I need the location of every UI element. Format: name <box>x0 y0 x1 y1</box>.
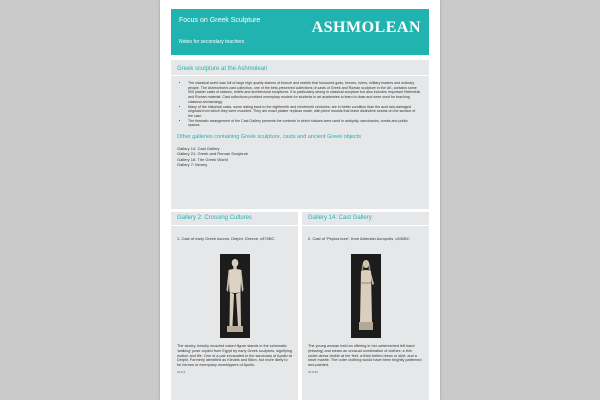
kore-image <box>302 254 429 338</box>
gallery-2-title: Gallery 2: Crossing Cultures <box>171 212 298 226</box>
gallery-14-title: Gallery 14: Cast Gallery <box>302 212 429 226</box>
document-title: Focus on Greek Sculpture <box>179 17 261 24</box>
intro-panel <box>171 60 429 209</box>
bullet-item: • The thematic arrangement of the Cast Gallery presents the contexts in which statues were used in antiquity; sanctuaries, tombs and public spaces. <box>188 119 421 128</box>
ashmolean-logo: ASHMOLEAN <box>311 19 421 36</box>
bullet-item: • Many of the historical casts, some dating back to the eighteenth and nineteenth centuries, are in better condition than the acid rain-damaged originals from which they were moulded. They are exact plaster replicas made, with piece moulds that leave distinctive seams on the surface of the cast. <box>188 105 421 119</box>
document-subtitle: Notes for secondary teachers <box>179 39 245 45</box>
gallery-item: Gallery 16: The Greek World <box>177 156 228 162</box>
gallery-2-panel <box>171 212 298 400</box>
kouros-code: C1.8.4 <box>177 369 186 374</box>
bullet-item: • The classical world was full of large high quality statues of bronze and marble that honoured gods, heroes, rulers, military leaders and ordinary people. The Ashmolean's cast collection, one of the best-preserved collections of casts of Greek and Roman sculpture in the UK, contains some 900 plaster casts of statues, reliefs and architectural sculptures. It is particularly strong in classical sculpture but also includes important Hellenistic and Roman material. Cast collections provided exemplary models for students in art academies to learn to draw and were used for teaching classical archaeology. <box>188 81 421 105</box>
gallery-item: Gallery 7: Money <box>177 162 208 168</box>
intro-bullets <box>171 81 429 128</box>
kouros-description: The stocky, heavily muscled naked figure stands in the schematic 'walking' pose copied from Egypt by early Greek sculptors, signifying motion and life. One of a pair excavated in the sanctuary of Apollo at Delphi. Formerly identified as Kleobis and Biton, but more likely to be heroes or exemplary worshippers of Apollo. <box>177 344 292 368</box>
header-banner <box>171 9 429 55</box>
other-galleries-title: Other galleries containing Greek sculpture, casts and ancient Greek objects <box>177 134 362 141</box>
gallery-14-panel <box>302 212 429 400</box>
gallery-list <box>171 146 429 168</box>
kore-description: The young woman held an offering in her outstretched left hand (missing) and wears an unusual combination of clothes: a thin under-dress visible at her feet, a thick belted dress or skirt, and a short mantle. The outer clothing would have been brightly patterned and painted. <box>308 344 422 368</box>
intro-title: Greek sculpture at the Ashmolean <box>171 63 429 76</box>
gallery-item: Gallery 14: Cast Gallery <box>177 146 220 152</box>
kore-caption: 2. Cast of 'Peplos kore', from Athenian Acropolis, c530BC <box>308 236 410 241</box>
document-page <box>160 0 440 400</box>
gallery-item: Gallery 21: Greek and Roman Sculpture <box>177 151 249 157</box>
kouros-image <box>171 254 298 338</box>
kore-code: C1.8.46 <box>308 369 318 374</box>
kouros-caption: 1. Cast of early Greek kouros, Delphi, Greece, c570BC <box>177 236 275 241</box>
